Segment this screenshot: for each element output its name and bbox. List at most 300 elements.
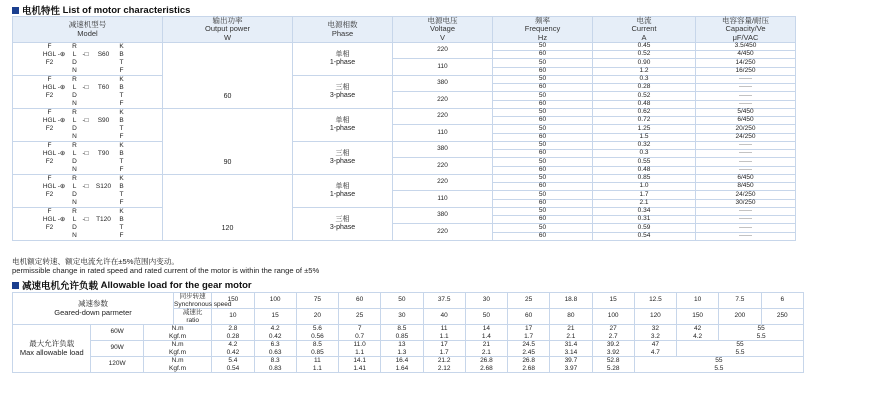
current-cell: 1.5 xyxy=(593,134,696,142)
cell-line: Current xyxy=(631,24,657,34)
load-cell xyxy=(465,357,507,373)
cell-line: 24.5 xyxy=(522,341,535,349)
model-part: R xyxy=(72,174,77,182)
model-part: R xyxy=(72,42,77,50)
cell-line: 39.2 xyxy=(606,341,620,349)
voltage-cell: 110 xyxy=(393,191,493,208)
voltage-cell: 110 xyxy=(393,125,493,142)
load-cell xyxy=(592,325,634,341)
ratio-cell: 250 xyxy=(761,309,803,325)
load-cell xyxy=(423,357,465,373)
model-part: B xyxy=(119,182,124,190)
cell-line: 5.4 xyxy=(228,357,238,365)
model-part: T xyxy=(119,91,124,99)
capacity-cell: 24/250 xyxy=(696,191,796,200)
current-cell: 0.32 xyxy=(593,142,696,150)
cell-line: 21.2 xyxy=(437,357,451,365)
phase-cell xyxy=(293,109,393,142)
frequency-cell: 60 xyxy=(493,134,593,142)
frequency-cell: 60 xyxy=(493,84,593,92)
capacity-cell: 6/450 xyxy=(696,117,796,125)
current-cell: 0.28 xyxy=(593,84,696,92)
load-cell xyxy=(296,357,338,373)
model-part: F2 xyxy=(45,91,54,99)
model-part: -⊕ xyxy=(57,149,66,157)
load-tail-cell xyxy=(634,357,803,373)
ratio-cell: 10 xyxy=(212,309,254,325)
speed-cell: 7.5 xyxy=(719,293,761,309)
cell-line: 21 xyxy=(567,325,575,333)
load-cell xyxy=(550,341,592,357)
speed-cell: 75 xyxy=(296,293,338,309)
cell-line: 17 xyxy=(440,341,448,349)
model-part: K xyxy=(119,141,124,149)
cell-line: 减速机型号 xyxy=(68,20,107,30)
model-part: F xyxy=(119,231,124,239)
phase-cell xyxy=(293,43,393,76)
model-part: T xyxy=(119,157,124,165)
capacity-cell: —— xyxy=(696,158,796,167)
cell-line: V xyxy=(439,32,445,42)
cell-line: 4.2 xyxy=(228,341,238,349)
cell-line: 55 xyxy=(757,325,765,333)
model-part: N xyxy=(72,165,77,173)
cell-line: 31.4 xyxy=(564,341,578,349)
model-part: HGL xyxy=(42,50,57,58)
cell-line: 4.2 xyxy=(270,325,280,333)
cell-line: N.m xyxy=(171,357,184,365)
cell-line: Hz xyxy=(537,32,548,42)
cell-line: N.m xyxy=(171,341,184,349)
model-cell xyxy=(13,208,163,241)
voltage-cell: 380 xyxy=(393,76,493,92)
frequency-cell: 60 xyxy=(493,117,593,125)
cell-line: 1.1 xyxy=(439,332,449,340)
model-code xyxy=(42,108,131,141)
cell-line: 0.63 xyxy=(268,348,282,356)
current-cell: 0.31 xyxy=(593,216,696,224)
model-part: K xyxy=(119,207,124,215)
table2-load-row xyxy=(13,325,804,341)
capacity-cell: 16/250 xyxy=(696,68,796,76)
model-part: B xyxy=(119,83,124,91)
model-part: B xyxy=(119,149,124,157)
frequency-cell: 50 xyxy=(493,92,593,101)
frequency-cell: 60 xyxy=(493,233,593,241)
cell-line: 0.56 xyxy=(311,332,324,340)
load-cell xyxy=(634,341,676,357)
frequency-cell: 60 xyxy=(493,150,593,158)
voltage-cell: 220 xyxy=(393,43,493,59)
current-cell: 1.7 xyxy=(593,191,696,200)
voltage-cell: 220 xyxy=(393,158,493,175)
cell-line: 0.28 xyxy=(226,332,240,340)
model-part: D xyxy=(72,190,77,198)
cell-line: 输出功率 xyxy=(212,16,243,26)
cell-line: 减速比 xyxy=(182,309,203,317)
cell-line: Voltage xyxy=(429,24,456,34)
load-cell xyxy=(508,341,550,357)
load-cell xyxy=(550,357,592,373)
capacity-cell: —— xyxy=(696,224,796,233)
cell-line: 1.4 xyxy=(481,332,491,340)
load-cell xyxy=(254,325,296,341)
capacity-cell: —— xyxy=(696,76,796,84)
ratio-cell: 15 xyxy=(254,309,296,325)
cell-line: 11 xyxy=(440,325,448,333)
model-part: D xyxy=(72,223,77,231)
model-part: K xyxy=(119,174,124,182)
cell-line: 3.97 xyxy=(564,364,578,372)
current-cell: 0.45 xyxy=(593,43,696,51)
cell-line: Capacity/Ve xyxy=(725,24,766,34)
table1-row xyxy=(13,142,796,150)
cell-line: 单相 xyxy=(335,117,350,125)
capacity-cell: 30/250 xyxy=(696,200,796,208)
model-part: HGL xyxy=(42,83,57,91)
voltage-cell: 110 xyxy=(393,59,493,76)
model-part: R xyxy=(72,207,77,215)
model-part: F xyxy=(47,75,52,83)
load-cell xyxy=(381,341,423,357)
cell-line: 7 xyxy=(357,325,362,333)
cell-line: 1-phase xyxy=(329,59,356,66)
cell-line: 13 xyxy=(398,341,406,349)
section-square-icon xyxy=(12,282,19,289)
current-cell: 0.3 xyxy=(593,76,696,84)
model-part: L xyxy=(72,50,77,58)
table1-header-5 xyxy=(593,17,696,43)
model-code xyxy=(42,42,131,75)
frequency-cell: 50 xyxy=(493,208,593,216)
current-cell: 0.72 xyxy=(593,117,696,125)
current-cell: 0.52 xyxy=(593,51,696,59)
ratio-cell: 100 xyxy=(592,309,634,325)
table1-header-2 xyxy=(293,17,393,43)
unit-cell xyxy=(143,341,211,357)
current-cell: 0.48 xyxy=(593,101,696,109)
load-cell xyxy=(508,325,550,341)
power-cell: 120W xyxy=(91,357,143,373)
model-part: -⊕ xyxy=(57,50,66,58)
cell-line: Kgf.m xyxy=(169,348,187,356)
cell-line: 8.5 xyxy=(397,325,407,333)
section-allowable-load-title: 减速电机允许负载 Allowable load for the gear motor xyxy=(12,278,252,292)
capacity-cell: —— xyxy=(696,167,796,175)
cell-line: Synchronous speed xyxy=(174,300,232,308)
speed-cell: 30 xyxy=(465,293,507,309)
cell-line: 2.8 xyxy=(228,325,238,333)
frequency-cell: 50 xyxy=(493,125,593,134)
model-part: S120 xyxy=(95,182,112,190)
power-cell: 90W xyxy=(91,341,143,357)
table2-load-row xyxy=(13,357,804,373)
section-motor-characteristics-title: 电机特性 List of motor characteristics xyxy=(12,3,190,17)
frequency-cell: 50 xyxy=(493,142,593,150)
speed-cell: 60 xyxy=(339,293,381,309)
cell-line: Geared-down parmeter xyxy=(54,307,132,317)
ratio-cell: 30 xyxy=(381,309,423,325)
cell-line: 14 xyxy=(482,325,490,333)
model-part: N xyxy=(72,66,77,74)
model-part: T xyxy=(119,58,124,66)
load-cell xyxy=(212,325,254,341)
table1-row xyxy=(13,76,796,84)
frequency-cell: 50 xyxy=(493,191,593,200)
frequency-cell: 60 xyxy=(493,200,593,208)
frequency-cell: 50 xyxy=(493,76,593,84)
model-part: F xyxy=(47,141,52,149)
cell-line: 17 xyxy=(525,325,533,333)
cell-line: 4.2 xyxy=(693,332,703,340)
ratio-cell: 200 xyxy=(719,309,761,325)
cell-line: 1.7 xyxy=(439,348,449,356)
model-part: F2 xyxy=(45,124,54,132)
load-cell xyxy=(592,341,634,357)
current-cell: 2.1 xyxy=(593,200,696,208)
tolerance-note-en: permissible change in rated speed and rated current of the motor is within the range of ±5% xyxy=(12,266,320,275)
ratio-label xyxy=(174,309,212,325)
speed-cell: 10 xyxy=(677,293,719,309)
cell-line: 26.8 xyxy=(480,357,493,365)
capacity-cell: 14/250 xyxy=(696,59,796,68)
model-part: T xyxy=(119,223,124,231)
load-cell xyxy=(212,357,254,373)
model-part: D xyxy=(72,124,77,132)
cell-line: 三相 xyxy=(335,216,350,224)
speed-cell: 150 xyxy=(212,293,254,309)
current-cell: 0.3 xyxy=(593,150,696,158)
frequency-cell: 60 xyxy=(493,51,593,59)
capacity-cell: —— xyxy=(696,92,796,101)
model-part: D xyxy=(72,58,77,66)
frequency-cell: 50 xyxy=(493,158,593,167)
load-cell xyxy=(339,325,381,341)
cell-line: 1.7 xyxy=(524,332,534,340)
load-cell xyxy=(254,357,296,373)
model-part: S90 xyxy=(97,116,110,124)
cell-line: Phase xyxy=(331,28,354,38)
tolerance-note-cn: 电机额定转速、额定电流允许在±5%范围内变动。 xyxy=(12,257,180,266)
load-tail-cell xyxy=(677,341,804,357)
model-part: -□ xyxy=(82,50,89,58)
model-part: -□ xyxy=(82,149,89,157)
sync-speed-label xyxy=(174,293,232,309)
cell-line: Max allowable load xyxy=(19,347,84,357)
model-part: T120 xyxy=(96,215,111,223)
model-part: L xyxy=(72,83,77,91)
current-cell: 0.48 xyxy=(593,167,696,175)
cell-line: 55 xyxy=(736,341,744,349)
load-cell xyxy=(550,325,592,341)
model-part: -⊕ xyxy=(57,83,66,91)
phase-cell xyxy=(293,142,393,175)
load-cell xyxy=(339,357,381,373)
capacity-cell: 8/450 xyxy=(696,183,796,191)
frequency-cell: 50 xyxy=(493,175,593,183)
load-cell xyxy=(465,325,507,341)
table1-row xyxy=(13,43,796,51)
capacity-cell: 24/250 xyxy=(696,134,796,142)
model-part: F xyxy=(119,132,124,140)
model-part: L xyxy=(72,182,77,190)
cell-line: 最大允许负载 xyxy=(29,339,75,349)
current-cell: 0.52 xyxy=(593,92,696,101)
cell-line: ratio xyxy=(186,316,199,324)
current-cell: 0.62 xyxy=(593,109,696,117)
model-part: F xyxy=(47,174,52,182)
current-cell: 1.25 xyxy=(593,125,696,134)
cell-line: 11.0 xyxy=(353,341,366,349)
model-part: T60 xyxy=(97,83,110,91)
ratio-cell: 50 xyxy=(465,309,507,325)
voltage-cell: 220 xyxy=(393,109,493,125)
current-cell: 0.55 xyxy=(593,158,696,167)
load-cell xyxy=(592,357,634,373)
model-part: K xyxy=(119,42,124,50)
model-part: F2 xyxy=(45,157,54,165)
frequency-cell: 50 xyxy=(493,109,593,117)
cell-line: 2.7 xyxy=(608,332,618,340)
phase-cell xyxy=(293,208,393,241)
capacity-cell: —— xyxy=(696,101,796,109)
cell-line: Model xyxy=(77,28,98,38)
load-cell xyxy=(423,325,465,341)
load-cell xyxy=(339,341,381,357)
load-cell xyxy=(212,341,254,357)
model-part: L xyxy=(72,116,77,124)
cell-line: 27 xyxy=(609,325,617,333)
cell-line: 1.1 xyxy=(355,348,365,356)
frequency-cell: 50 xyxy=(493,43,593,51)
cell-line: 2.12 xyxy=(437,364,451,372)
current-cell: 1.2 xyxy=(593,68,696,76)
cell-line: 1.3 xyxy=(397,348,407,356)
model-part: F xyxy=(47,42,52,50)
ratio-cell: 20 xyxy=(296,309,338,325)
cell-line: 0.7 xyxy=(355,332,365,340)
cell-line: 39.7 xyxy=(564,357,578,365)
cell-line: 2.68 xyxy=(522,364,535,372)
cell-line: Kgf.m xyxy=(169,332,187,340)
model-part: T90 xyxy=(97,149,110,157)
cell-line: Kgf.m xyxy=(169,364,187,372)
cell-line: Output power xyxy=(204,24,251,34)
phase-cell xyxy=(293,175,393,208)
power-cell: 60W xyxy=(91,325,143,341)
unit-cell xyxy=(143,357,211,373)
cell-line: 3-phase xyxy=(329,224,356,231)
speed-cell: 18.8 xyxy=(550,293,592,309)
capacity-cell: 6/450 xyxy=(696,175,796,183)
speed-cell: 25 xyxy=(508,293,550,309)
model-part: F xyxy=(47,207,52,215)
model-part: -⊕ xyxy=(57,116,66,124)
cell-line: 2.1 xyxy=(481,348,491,356)
output-power-cell: 60 xyxy=(163,43,293,109)
cell-line: 电流 xyxy=(636,16,652,26)
model-part: HGL xyxy=(42,182,57,190)
capacity-cell: 4/450 xyxy=(696,51,796,59)
cell-line: 减速参数 xyxy=(78,299,109,309)
cell-line: 1-phase xyxy=(329,191,356,198)
model-part: -□ xyxy=(82,83,89,91)
model-part: S60 xyxy=(97,50,110,58)
capacity-cell: 5/450 xyxy=(696,109,796,117)
model-part: L xyxy=(72,149,77,157)
model-part: D xyxy=(72,157,77,165)
cell-line: 三相 xyxy=(335,150,350,158)
cell-line: 5.6 xyxy=(312,325,322,333)
current-cell: 0.59 xyxy=(593,224,696,233)
model-part: HGL xyxy=(42,116,57,124)
voltage-cell: 380 xyxy=(393,142,493,158)
model-code xyxy=(42,75,131,108)
cell-line: 8.3 xyxy=(270,357,280,365)
current-cell: 0.85 xyxy=(593,175,696,183)
cell-line: 16.4 xyxy=(395,357,409,365)
model-part: N xyxy=(72,198,77,206)
capacity-cell: —— xyxy=(696,233,796,241)
cell-line: 0.83 xyxy=(268,364,282,372)
model-part: HGL xyxy=(42,215,57,223)
model-code xyxy=(42,174,131,207)
capacity-cell: 3.5/450 xyxy=(696,43,796,51)
model-part: D xyxy=(72,91,77,99)
model-part: -⊕ xyxy=(57,215,66,223)
model-part: -□ xyxy=(82,182,89,190)
cell-line: 52.8 xyxy=(606,357,620,365)
model-part: F2 xyxy=(45,190,54,198)
cell-line: 电容容量/耐压 xyxy=(721,16,770,26)
ratio-cell: 150 xyxy=(677,309,719,325)
frequency-cell: 50 xyxy=(493,224,593,233)
model-part: F xyxy=(119,165,124,173)
cell-line: 2.45 xyxy=(522,348,535,356)
model-cell xyxy=(13,142,163,175)
speed-cell: 37.5 xyxy=(423,293,465,309)
cell-line: 32 xyxy=(651,325,659,333)
cell-line: 同步转速 xyxy=(179,293,206,301)
model-part: R xyxy=(72,75,77,83)
cell-line: 2.1 xyxy=(566,332,576,340)
cell-line: 1.1 xyxy=(312,364,322,372)
section-square-icon xyxy=(12,7,19,14)
cell-line: 47 xyxy=(651,341,659,349)
cell-line: 0.85 xyxy=(395,332,409,340)
model-part: B xyxy=(119,116,124,124)
output-power-cell: 90 xyxy=(163,109,293,175)
load-cell xyxy=(381,325,423,341)
allowable-load-table xyxy=(12,292,804,373)
cell-line: A xyxy=(641,32,647,42)
cell-line: 1.41 xyxy=(353,364,366,372)
cell-line: Frequency xyxy=(524,24,561,34)
cell-line: N.m xyxy=(171,325,184,333)
cell-line: 0.42 xyxy=(268,332,282,340)
load-tail-cell xyxy=(719,325,804,341)
cell-line: 21 xyxy=(482,341,490,349)
model-part: -□ xyxy=(82,215,89,223)
voltage-cell: 220 xyxy=(393,92,493,109)
model-part: F2 xyxy=(45,223,54,231)
model-part: B xyxy=(119,215,124,223)
cell-line: μF/VAC xyxy=(732,32,759,42)
table2-load-row xyxy=(13,341,804,357)
cell-line: 3.14 xyxy=(564,348,578,356)
cell-line: 11 xyxy=(314,357,321,365)
cell-line: 电源电压 xyxy=(427,16,458,26)
